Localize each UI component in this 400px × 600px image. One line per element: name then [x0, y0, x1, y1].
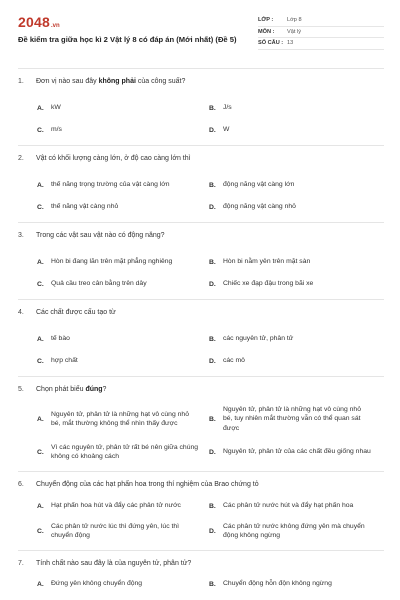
option-b[interactable]: [209, 496, 381, 516]
question-4: [18, 299, 384, 376]
option-letter: B.: [209, 258, 216, 266]
option-text: J/s: [223, 104, 232, 112]
option-letter: C.: [37, 280, 44, 288]
question-5: [18, 376, 384, 471]
option-c[interactable]: [37, 273, 209, 295]
option-text: Đứng yên không chuyển động: [51, 580, 143, 588]
question-number: 4.: [18, 309, 24, 316]
info-value: 13: [287, 40, 294, 46]
option-text: Hòn bi đang lăn trên mặt phẳng nghiêng: [51, 258, 173, 266]
option-letter: B.: [209, 335, 216, 343]
option-text: các nguyên tử, phân tử: [223, 335, 294, 343]
question-number: 2.: [18, 155, 24, 162]
option-letter: B.: [209, 580, 216, 588]
option-c[interactable]: [37, 350, 209, 372]
info-row-subject: [258, 27, 384, 39]
question-stem: [18, 223, 384, 240]
option-text: Các phân tử nước không đứng yên mà chuyển động không ngừng: [223, 522, 365, 539]
option-letter: A.: [37, 104, 44, 112]
option-a[interactable]: [37, 97, 209, 119]
question-text: [36, 77, 384, 86]
option-c[interactable]: [37, 437, 209, 467]
option-letter: B.: [209, 104, 216, 112]
option-letter: C.: [37, 126, 44, 134]
info-row-class: [258, 15, 384, 27]
question-text: Trong các vật sau vật nào có động năng?: [36, 232, 165, 239]
option-d[interactable]: [209, 437, 381, 467]
option-row: [37, 196, 384, 218]
option-text: Hạt phấn hoa hút và đẩy các phân tử nước: [51, 502, 181, 510]
option-text: Chiếc xe đạp đậu trong bãi xe: [223, 280, 314, 288]
option-letter: A.: [37, 502, 44, 510]
option-c[interactable]: [37, 196, 209, 218]
option-row: [37, 516, 384, 546]
option-letter: D.: [209, 280, 216, 288]
question-text: [36, 385, 384, 394]
option-row: [37, 251, 384, 273]
question-text-part: của công suất?: [135, 78, 186, 85]
option-letter: A.: [37, 415, 44, 423]
option-row: [37, 401, 384, 437]
option-b[interactable]: [209, 174, 381, 196]
option-letter: C.: [37, 527, 44, 535]
question-text: Vật có khối lượng càng lớn, ở độ cao càng lớn thì: [36, 155, 191, 162]
option-letter: B.: [209, 502, 216, 510]
question-6: [18, 471, 384, 550]
option-text: Nguyên tử, phân tử của các chất đều giống nhau: [223, 448, 371, 456]
question-text-part: Chọn phát biểu: [36, 386, 86, 393]
option-text: thế năng vật càng nhỏ: [51, 203, 119, 211]
option-letter: D.: [209, 357, 216, 365]
option-text: động năng vật càng lớn: [223, 181, 295, 189]
option-text: Nguyên tử, phân tử là những hạt vô cùng nhỏ bé, mắt thường không thể nhìn thấy được: [51, 410, 189, 427]
option-text: Hòn bi nằm yên trên mặt sàn: [223, 258, 311, 266]
option-row: [37, 496, 384, 516]
option-row: [37, 97, 384, 119]
option-c[interactable]: [37, 516, 209, 546]
question-stem: [18, 472, 384, 489]
question-2: [18, 145, 384, 222]
header: [18, 14, 384, 66]
option-b[interactable]: [209, 97, 381, 119]
question-number: 1.: [18, 78, 24, 85]
question-number: 3.: [18, 232, 24, 239]
option-letter: A.: [37, 580, 44, 588]
question-3: [18, 222, 384, 299]
option-row: [37, 119, 384, 141]
option-letter: D.: [209, 527, 216, 535]
option-d[interactable]: [209, 350, 381, 372]
option-b[interactable]: [209, 251, 381, 273]
info-label: LỚP :: [258, 17, 274, 23]
option-text: Nguyên tử, phân tử là những hạt vô cùng nhỏ bé, tuy nhiên mắt thường vẫn có thể quan sát được: [223, 406, 361, 432]
question-number: 6.: [18, 481, 24, 488]
option-letter: B.: [209, 181, 216, 189]
question-text: Các chất được cấu tạo từ: [36, 309, 116, 316]
option-text: W: [223, 126, 230, 134]
question-text: Tính chất nào sau đây là của nguyên tử, phân tử?: [36, 560, 192, 567]
option-d[interactable]: [209, 196, 381, 218]
question-stem: [18, 551, 384, 568]
option-text: các mô: [223, 357, 245, 365]
option-a[interactable]: [37, 251, 209, 273]
option-text: hợp chất: [51, 357, 78, 365]
logo-number: 2048: [18, 14, 50, 30]
option-text: m/s: [51, 126, 62, 134]
question-text-bold: đúng: [85, 386, 103, 393]
option-letter: C.: [37, 203, 44, 211]
question-text-part: Đơn vị nào sau đây: [36, 78, 99, 85]
question-list: [18, 68, 384, 595]
info-value: Vật lý: [287, 28, 301, 35]
option-row: [37, 174, 384, 196]
info-row-count: [258, 38, 384, 50]
site-logo[interactable]: [18, 14, 250, 30]
document-title: Đề kiểm tra giữa học kì 2 Vật lý 8 có đáp án (Mới nhất) (Đề 5): [18, 35, 237, 44]
question-number: 5.: [18, 386, 24, 393]
option-letter: C.: [37, 448, 44, 456]
option-letter: C.: [37, 357, 44, 365]
header-left: [18, 14, 250, 45]
option-a[interactable]: [37, 577, 209, 591]
option-text: Chuyển động hỗn độn không ngừng: [223, 580, 332, 588]
option-text: Quả cầu treo cân bằng trên dây: [51, 280, 147, 288]
option-text: động năng vật càng nhỏ: [223, 203, 296, 211]
info-table: [258, 15, 384, 50]
logo-tld: .vn: [50, 23, 60, 29]
option-letter: D.: [209, 126, 216, 134]
option-row: [37, 577, 384, 591]
option-text: Các phân tử nước hút và đẩy hạt phấn hoa: [223, 502, 354, 510]
info-value: Lớp 8: [287, 17, 302, 23]
option-a[interactable]: [37, 496, 209, 516]
option-text: Vì các nguyên tử, phân tử rất bé nên giữa chúng không có khoảng cách: [51, 443, 199, 460]
option-d[interactable]: [209, 119, 381, 141]
question-7: [18, 550, 384, 595]
option-text: tế bào: [51, 335, 70, 343]
option-b[interactable]: [209, 577, 381, 591]
option-d[interactable]: [209, 273, 381, 295]
option-a[interactable]: [37, 174, 209, 196]
option-text: thế năng trọng trường của vật càng lớn: [51, 181, 170, 189]
option-c[interactable]: [37, 119, 209, 141]
option-d[interactable]: [209, 516, 381, 546]
option-b[interactable]: [209, 401, 381, 437]
question-1: [18, 68, 384, 145]
option-letter: B.: [209, 415, 216, 423]
question-text-bold: không phải: [98, 78, 136, 85]
option-row: [37, 273, 384, 295]
info-label: SỐ CÂU :: [258, 40, 284, 46]
option-a[interactable]: [37, 401, 209, 437]
option-row: [37, 350, 384, 372]
option-a[interactable]: [37, 328, 209, 350]
option-letter: D.: [209, 203, 216, 211]
question-text: Chuyển động của các hạt phấn hoa trong thí nghiệm của Brao chứng tỏ: [36, 481, 259, 488]
question-stem: [18, 377, 384, 394]
question-text-part: ?: [102, 386, 107, 393]
option-text: Các phân tử nước lúc thì đứng yên, lúc thì chuyển động: [51, 522, 180, 539]
option-b[interactable]: [209, 328, 381, 350]
option-letter: A.: [37, 181, 44, 189]
option-letter: D.: [209, 448, 216, 456]
question-stem: [18, 146, 384, 163]
option-row: [37, 437, 384, 467]
info-label: MÔN :: [258, 28, 275, 35]
question-stem: [18, 300, 384, 317]
option-text: kW: [51, 104, 61, 112]
question-number: 7.: [18, 560, 24, 567]
option-letter: A.: [37, 258, 44, 266]
option-letter: A.: [37, 335, 44, 343]
question-stem: [18, 69, 384, 86]
option-row: [37, 328, 384, 350]
